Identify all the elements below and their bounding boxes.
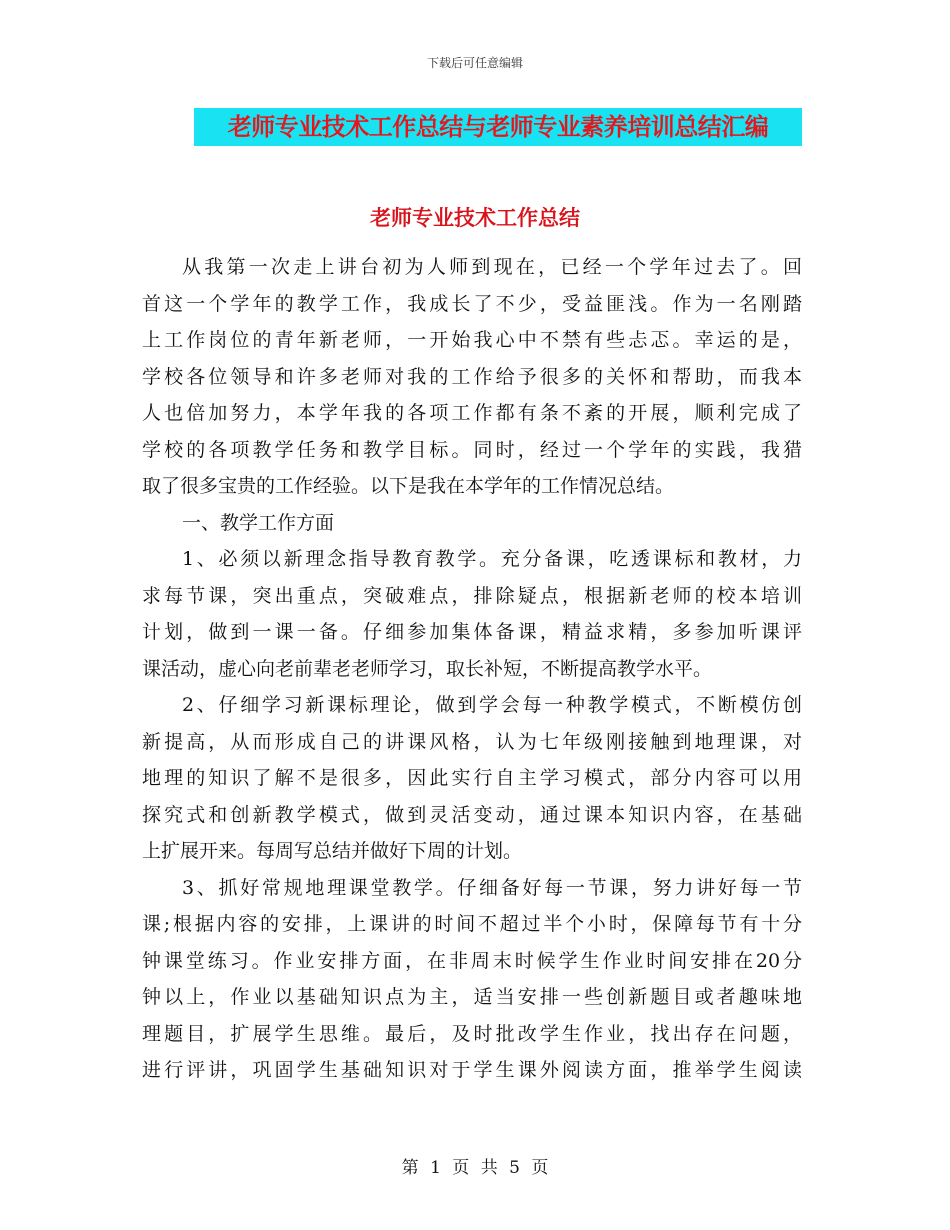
text-line: 进行评讲，巩固学生基础知识对于学生课外阅读方面，推举学生阅读 bbox=[142, 1059, 802, 1081]
text-line: 求每节课，突出重点，突破难点，排除疑点，根据新老师的校本培训 bbox=[142, 584, 802, 607]
text-line: 学校各位领导和许多老师对我的工作给予很多的关怀和帮助，而我本 bbox=[142, 365, 802, 388]
text-line: 人也倍加努力，本学年我的各项工作都有条不紊的开展，顺利完成了 bbox=[142, 402, 802, 424]
text-line: 3、抓好常规地理课堂教学。仔细备好每一节课，努力讲好每一节 bbox=[182, 876, 802, 899]
doc-title-highlight bbox=[194, 108, 802, 146]
text-line: 理题目，扩展学生思维。最后，及时批改学生作业，找出存在问题， bbox=[142, 1022, 802, 1045]
text-line: 从我第一次走上讲台初为人师到现在，已经一个学年过去了。回 bbox=[182, 256, 802, 278]
text-line: 2、仔细学习新课标理论，做到学会每一种教学模式，不断模仿创 bbox=[182, 694, 802, 716]
text-line: 1、必须以新理念指导教育教学。充分备课，吃透课标和教材，力 bbox=[182, 548, 802, 570]
doc-title: 老师专业技术工作总结与老师专业素养培训总结汇编 bbox=[227, 113, 769, 141]
text-line: 新提高，从而形成自己的讲课风格，认为七年级刚接触到地理课，对 bbox=[142, 730, 802, 753]
text-line: 探究式和创新教学模式，做到灵活变动，通过课本知识内容，在基础 bbox=[142, 803, 802, 826]
section-title: 老师专业技术工作总结 bbox=[370, 206, 580, 230]
text-line: 取了很多宝贵的工作经验。以下是我在本学年的工作情况总结。 bbox=[142, 475, 675, 497]
text-line: 上扩展开来。每周写总结并做好下周的计划。 bbox=[142, 840, 523, 862]
text-line: 一、教学工作方面 bbox=[182, 511, 335, 534]
text-line: 上工作岗位的青年新老师，一开始我心中不禁有些忐忑。幸运的是， bbox=[142, 329, 802, 351]
text-line: 钟以上，作业以基础知识点为主，适当安排一些创新题目或者趣味地 bbox=[142, 986, 802, 1008]
body-text bbox=[142, 249, 802, 1089]
text-line: 计划，做到一课一备。仔细参加集体备课，精益求精，多参加听课评 bbox=[142, 621, 802, 643]
text-line: 学校的各项教学任务和教学目标。同时，经过一个学年的实践，我猎 bbox=[142, 438, 802, 461]
text-line: 钟课堂练习。作业安排方面，在非周末时候学生作业时间安排在20分 bbox=[142, 949, 802, 972]
text-line: 课;根据内容的安排，上课讲的时间不超过半个小时，保障每节有十分 bbox=[142, 913, 802, 935]
text-line: 地理的知识了解不是很多，因此实行自主学习模式，部分内容可以用 bbox=[142, 767, 802, 789]
header-note: 下载后可任意编辑 bbox=[426, 56, 523, 70]
text-line: 首这一个学年的教学工作，我成长了不少，受益匪浅。作为一名刚踏 bbox=[142, 292, 802, 315]
text-line: 课活动，虚心向老前辈老老师学习，取长补短，不断提高教学水平。 bbox=[142, 657, 713, 680]
page-footer: 第 1 页 共 5 页 bbox=[401, 1158, 549, 1178]
